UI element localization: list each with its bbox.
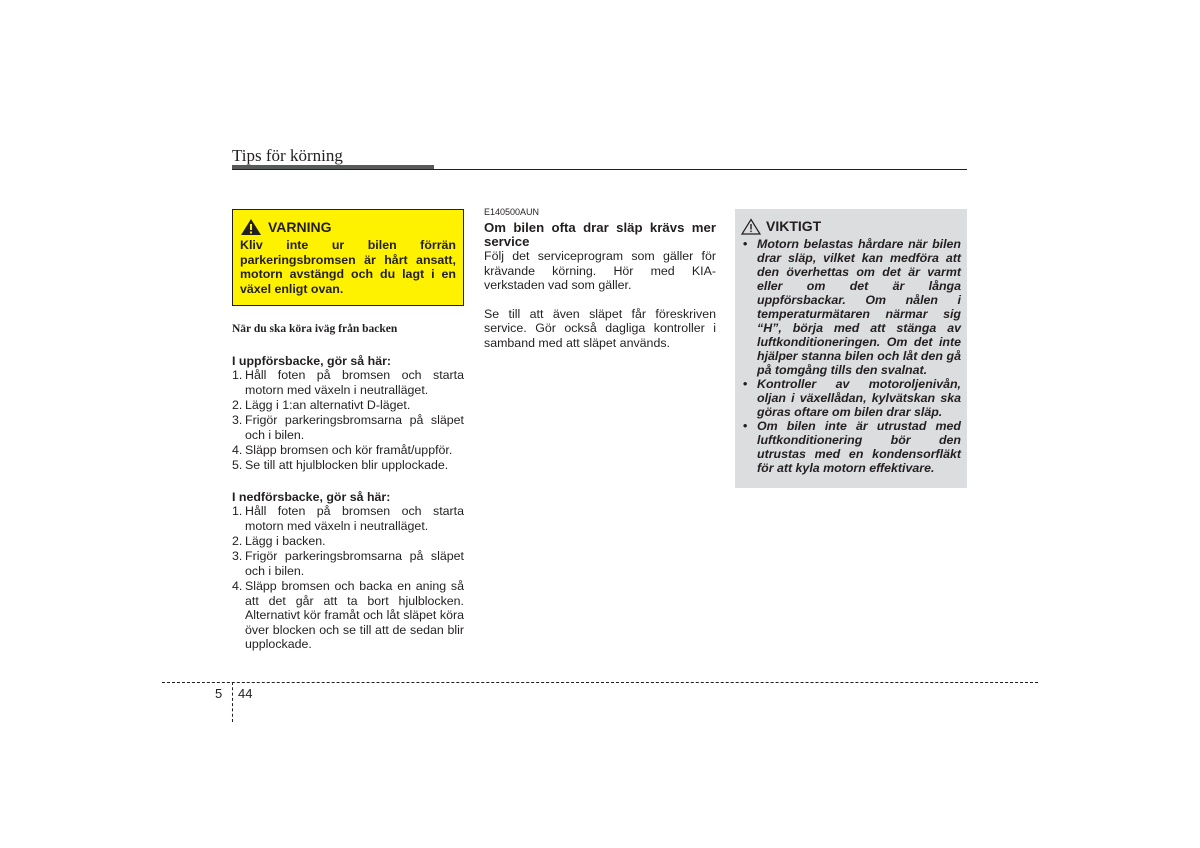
important-item-text: Motorn belastas hårdare när bilen drar släp, vilket kan medföra att den överhettas om det är varmt eller om det är långa uppförsbackar. Om nålen i temperaturmätaren närmar sig “H”, börja med att stänga av luftkonditioneringen. Om det inte hjälper stanna bilen och låt den gå på tomgång tills den svalnat. [757, 237, 961, 377]
caution-triangle-icon [741, 218, 761, 235]
footer-divider [232, 682, 233, 722]
bullet: • [743, 237, 748, 251]
step-number: 5. [232, 458, 243, 473]
step-text: Se till att hjulblocken blir upplockade. [245, 458, 449, 473]
step-text: Frigör parkeringsbromsarna på släpet och i bilen. [245, 549, 464, 578]
warning-text: Kliv inte ur bilen förrän parkeringsbromsen är hårt ansatt, motorn avstängd och du lagt i en växel enligt ovan. [240, 238, 456, 296]
list-item [232, 504, 464, 533]
step-text: Frigör parkeringsbromsarna på släpet och i bilen. [245, 413, 464, 442]
step-text: Håll foten på bromsen och starta motorn med växeln i neutralläget. [245, 368, 464, 397]
step-number: 3. [232, 549, 243, 564]
downhill-steps [232, 504, 464, 651]
step-number: 4. [232, 579, 243, 594]
header-rule [232, 169, 967, 170]
important-header [741, 218, 961, 235]
footer-rule [162, 682, 1038, 683]
list-item [741, 237, 961, 377]
paragraph: Följ det serviceprogram som gäller för krävande körning. Hör med KIA-verkstaden vad som gäller. [484, 249, 716, 292]
important-item-text: Kontroller av motoroljenivån, oljan i växellådan, kylvätskan ska göras oftare om bilen drar släp. [757, 377, 961, 419]
step-text: Släpp bromsen och kör framåt/uppför. [245, 442, 453, 457]
warning-header [240, 218, 456, 236]
paragraph: Se till att även släpet får föreskriven service. Gör också dagliga kontroller i samband med att släpet används. [484, 306, 716, 350]
service-heading: Om bilen ofta drar släp krävs mer service [484, 220, 716, 249]
important-title: VIKTIGT [766, 218, 822, 235]
list-item [232, 549, 464, 578]
step-text: Håll foten på bromsen och starta motorn med växeln i neutralläget. [245, 504, 464, 533]
warning-triangle-icon [240, 218, 262, 236]
step-number: 1. [232, 368, 243, 382]
left-column [232, 209, 464, 652]
list-item [232, 458, 464, 473]
step-text: Släpp bromsen och backa en aning så att det går att ta bort hjulblocken. Alternativt kör framåt och låt släpet köra över blocken och se till att de sedan blir upplockade. [245, 579, 464, 652]
list-item [232, 443, 464, 458]
bullet: • [743, 377, 748, 391]
uphill-heading: I uppförsbacke, gör så här: [232, 353, 392, 368]
step-text: Lägg i backen. [245, 533, 326, 548]
chapter-number: 5 [215, 686, 223, 701]
page-header-title: Tips för körning [232, 146, 343, 165]
downhill-heading: I nedförsbacke, gör så här: [232, 489, 391, 504]
list-item [232, 534, 464, 549]
step-number: 1. [232, 504, 243, 519]
important-box [735, 209, 967, 488]
list-item [232, 398, 464, 413]
uphill-steps [232, 368, 464, 473]
step-text: Lägg i 1:an alternativt D-läget. [245, 397, 411, 412]
right-column [735, 209, 967, 488]
list-item [741, 377, 961, 419]
important-item-text: Om bilen inte är utrustad med luftkonditionering bör den utrustas med en kondensorfläkt för att kyla motorn effektivare. [757, 419, 961, 475]
step-number: 4. [232, 442, 243, 457]
step-number: 2. [232, 397, 243, 412]
step-number: 3. [232, 413, 243, 428]
page-number: 44 [238, 686, 253, 701]
list-item [232, 413, 464, 442]
list-item [232, 579, 464, 652]
step-number: 2. [232, 533, 243, 548]
section-code: E140500AUN [484, 207, 540, 217]
list-item [232, 368, 464, 397]
warning-box [232, 209, 464, 306]
list-item [741, 419, 961, 475]
important-list [741, 237, 961, 475]
section-heading: När du ska köra iväg från backen [232, 323, 398, 335]
warning-title: VARNING [268, 218, 332, 235]
bullet: • [743, 419, 748, 433]
middle-column [484, 207, 716, 350]
